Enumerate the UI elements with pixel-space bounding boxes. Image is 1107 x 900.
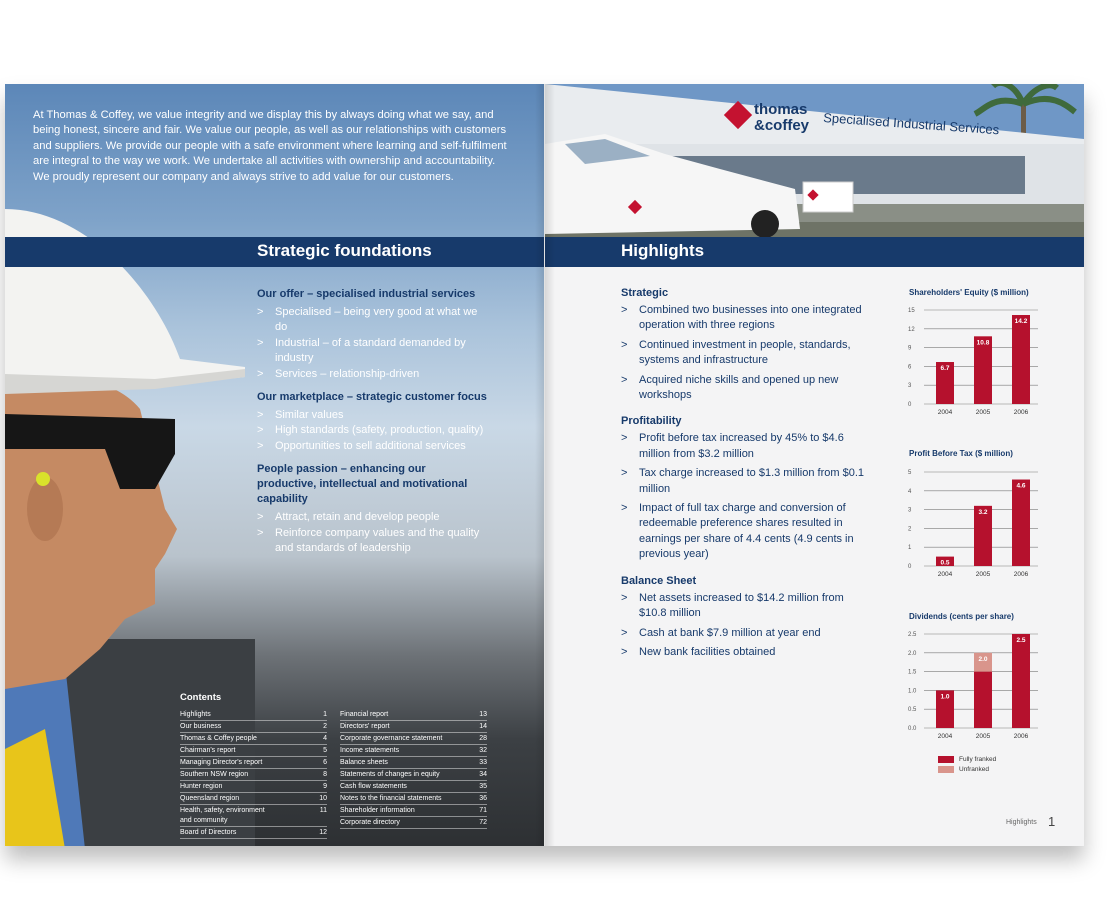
x-tick-label: 2004	[937, 733, 953, 740]
contents-page: 9	[323, 782, 327, 790]
contents-title: Contents	[180, 692, 222, 703]
bullet-item: > Specialised – being very good at what we do	[257, 305, 487, 336]
x-tick-label: 2006	[1013, 409, 1029, 416]
contents-page: 35	[479, 782, 487, 790]
legend-item	[938, 756, 996, 763]
bar-value-label: 2.0	[978, 655, 988, 663]
contents-row	[180, 733, 327, 745]
contents-page: 33	[479, 758, 487, 766]
bar	[1012, 315, 1030, 404]
y-tick-label: 6	[908, 364, 912, 371]
bullet-item: > High standards (safety, production, quality)	[257, 423, 487, 438]
footer-section-label: Highlights	[1006, 819, 1037, 826]
contents-page: 32	[479, 746, 487, 754]
legend-label: Fully franked	[959, 756, 997, 763]
contents-label: Financial report	[340, 710, 389, 718]
y-tick-label: 3	[908, 507, 912, 514]
y-tick-label: 2	[908, 526, 912, 533]
contents-row	[180, 745, 327, 757]
contents-row	[340, 709, 487, 721]
y-tick-label: 5	[908, 470, 912, 476]
contents-page: 12	[319, 828, 327, 836]
y-tick-label: 1.5	[908, 669, 917, 676]
contents-row	[180, 827, 327, 839]
contents-row	[180, 709, 327, 721]
bullet-list	[257, 510, 487, 556]
chart-title: Profit Before Tax ($ million)	[909, 449, 1013, 458]
bullet-list	[621, 303, 866, 403]
bullet-item: > Industrial – of a standard demanded by industry	[257, 336, 487, 367]
contents-row	[180, 769, 327, 781]
y-tick-label: 0	[908, 564, 912, 570]
section-heading: Profitability	[621, 415, 682, 428]
contents-row	[340, 733, 487, 745]
contents-row	[340, 805, 487, 817]
dividends-chart	[900, 628, 1040, 748]
contents-row	[180, 721, 327, 733]
contents-label: Hunter region	[180, 782, 223, 790]
section-heading: People passion – enhancing our productive, intellectual and motivational capability	[257, 463, 468, 506]
contents-row	[340, 817, 487, 829]
contents-page: 28	[479, 734, 487, 742]
bullet-item: > Tax charge increased to $1.3 million from $0.1 million	[621, 466, 866, 497]
bar-value-label: 1.0	[940, 693, 950, 701]
contents-column-1	[180, 709, 327, 839]
bar-value-label: 10.8	[976, 339, 990, 347]
x-tick-label: 2005	[975, 571, 991, 578]
bullet-list	[621, 591, 866, 661]
contents-label: Managing Director's report	[180, 758, 263, 766]
contents-page: 13	[479, 710, 487, 718]
dividends-legend	[938, 756, 996, 776]
bullet-list	[257, 305, 487, 382]
highlights-content	[621, 287, 866, 672]
bullet-item: > Net assets increased to $14.2 million from $10.8 million	[621, 591, 866, 622]
contents-row	[340, 745, 487, 757]
intro-paragraph: At Thomas & Coffey, we value integrity and we display this by always doing what we say, and being honest, sincere and fair. We value our people, as well as our relationships with customers and suppliers. We provide our people with a safe environment where learning and self-fulfilment are integral to the way we work. We undertake all activities with ownership and accountability. We proudly represent our company and always strive to add value for our customers.	[33, 109, 507, 183]
bullet-list	[257, 408, 487, 454]
x-tick-label: 2005	[975, 409, 991, 416]
unfranked-swatch	[938, 766, 954, 773]
x-tick-label: 2006	[1013, 571, 1029, 578]
y-tick-label: 1	[908, 545, 912, 552]
contents-page: 2	[323, 722, 327, 730]
contents-label: Chairman's report	[180, 746, 236, 754]
contents-page: 6	[323, 758, 327, 766]
profit-chart	[900, 466, 1040, 586]
contents-label: Statements of changes in equity	[340, 770, 440, 778]
equity-chart	[900, 304, 1040, 424]
bullet-item: > Reinforce company values and the quality and standards of leadership	[257, 526, 487, 557]
contents-label: Our business	[180, 722, 222, 730]
contents-label: Southern NSW region	[180, 770, 249, 778]
y-tick-label: 2.0	[908, 650, 917, 657]
contents-label: Corporate directory	[340, 818, 400, 826]
contents-page: 11	[319, 806, 327, 814]
contents-row	[180, 793, 327, 805]
bullet-item: > Attract, retain and develop people	[257, 510, 487, 525]
bar	[1012, 634, 1030, 728]
bar	[1012, 480, 1030, 566]
contents-page: 71	[479, 806, 487, 814]
contents-page: 10	[319, 794, 327, 802]
chart-title: Dividends (cents per share)	[909, 612, 1014, 621]
page-title: Highlights	[621, 241, 705, 260]
contents-page: 8	[323, 770, 327, 778]
building-logo-line2: &coffey	[754, 117, 810, 134]
bullet-item: > Cash at bank $7.9 million at year end	[621, 626, 866, 641]
fully-franked-swatch	[938, 756, 954, 763]
building-sign-text: Specialised Industrial Services	[822, 110, 1000, 138]
bullet-item: > Profit before tax increased by 45% to $4.6 million from $3.2 million	[621, 431, 866, 462]
bullet-item: > Similar values	[257, 408, 487, 423]
legend-item	[938, 766, 996, 773]
page-title: Strategic foundations	[257, 241, 432, 260]
contents-row	[180, 805, 327, 827]
strategic-foundations-content	[257, 287, 487, 564]
bullet-item: > Services – relationship-driven	[257, 367, 487, 382]
contents-label: Health, safety, environment and community	[180, 806, 265, 824]
contents-label: Income statements	[340, 746, 400, 754]
section-heading: Balance Sheet	[621, 574, 697, 587]
bar-value-label: 6.7	[940, 365, 950, 373]
y-tick-label: 15	[908, 308, 915, 314]
legend-label: Unfranked	[959, 766, 989, 773]
bullet-item: > New bank facilities obtained	[621, 645, 866, 660]
section-heading: Strategic	[621, 287, 669, 299]
contents-row	[180, 781, 327, 793]
contents-page: 1	[323, 710, 327, 718]
left-page	[5, 84, 544, 846]
y-tick-label: 0	[908, 402, 912, 408]
annual-report-spread	[5, 84, 1084, 846]
bullet-item: > Combined two businesses into one integrated operation with three regions	[621, 303, 866, 334]
section-heading: Our marketplace – strategic customer focus	[257, 391, 487, 404]
y-tick-label: 9	[908, 345, 912, 352]
contents-row	[340, 781, 487, 793]
highlights-band	[545, 237, 1084, 267]
contents-column-2	[340, 709, 487, 829]
y-tick-label: 0.0	[908, 726, 917, 732]
contents-label: Queensland region	[180, 794, 240, 802]
book-spine-shadow	[535, 84, 555, 846]
contents-label: Board of Directors	[180, 828, 237, 836]
contents-label: Notes to the financial statements	[340, 794, 442, 802]
bullet-item: > Continued investment in people, standards, systems and infrastructure	[621, 338, 866, 369]
contents-label: Directors' report	[340, 722, 390, 730]
page-number: 1	[1048, 814, 1056, 829]
x-tick-label: 2004	[937, 409, 953, 416]
office-building-photo	[545, 84, 1084, 237]
contents-page: 36	[479, 794, 487, 802]
chart-title: Shareholders' Equity ($ million)	[909, 288, 1029, 297]
bar-value-label: 14.2	[1014, 318, 1028, 326]
x-tick-label: 2006	[1013, 733, 1029, 740]
x-tick-label: 2004	[937, 571, 953, 578]
bar-value-label: 0.5	[940, 559, 950, 567]
y-tick-label: 0.5	[908, 707, 917, 714]
contents-page: 14	[479, 722, 487, 730]
bar-value-label: 4.6	[1016, 482, 1026, 490]
contents-row	[180, 757, 327, 769]
contents-row	[340, 793, 487, 805]
y-tick-label: 3	[908, 383, 912, 390]
contents-label: Corporate governance statement	[340, 734, 443, 742]
bar-value-label: 3.2	[978, 508, 988, 516]
x-tick-label: 2005	[975, 733, 991, 740]
y-tick-label: 4	[908, 488, 912, 495]
contents-row	[340, 769, 487, 781]
contents-page: 5	[323, 746, 327, 754]
y-tick-label: 2.5	[908, 632, 917, 638]
bullet-list	[621, 431, 866, 562]
bullet-item: > Impact of full tax charge and conversion of redeemable preference shares resulted in earnings per share of 4.4 cents (4.9 cents in previous year)	[621, 501, 866, 563]
section-heading: Our offer – specialised industrial services	[257, 288, 476, 300]
contents-page: 72	[479, 818, 487, 826]
contents-label: Highlights	[180, 710, 211, 718]
contents-page: 4	[323, 734, 327, 742]
contents-table	[180, 692, 487, 836]
contents-label: Balance sheets	[340, 758, 388, 766]
y-tick-label: 1.0	[908, 688, 917, 695]
y-tick-label: 12	[908, 326, 915, 333]
contents-label: Thomas & Coffey people	[180, 734, 257, 742]
bullet-item: > Opportunities to sell additional services	[257, 439, 487, 454]
building-logo-line1: thomas	[754, 101, 808, 118]
strategic-foundations-band	[5, 237, 544, 267]
bar	[974, 336, 992, 404]
contents-label: Cash flow statements	[340, 782, 407, 790]
contents-page: 34	[479, 770, 487, 778]
contents-label: Shareholder information	[340, 806, 415, 814]
contents-row	[340, 757, 487, 769]
contents-row	[340, 721, 487, 733]
bar-value-label: 2.5	[1016, 637, 1026, 644]
bar	[974, 672, 992, 728]
bullet-item: > Acquired niche skills and opened up new workshops	[621, 373, 866, 404]
